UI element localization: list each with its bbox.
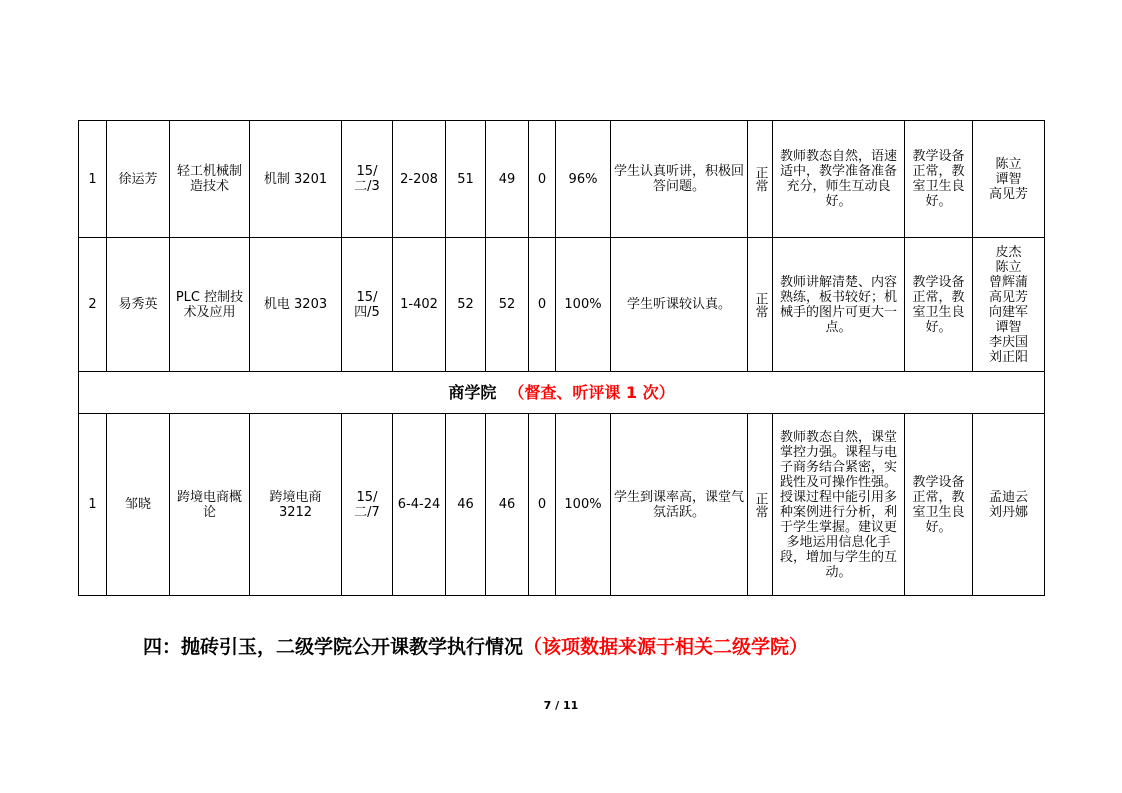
- observer-name: 向建军: [988, 304, 1028, 320]
- inspection-table: [78, 120, 1045, 596]
- table-row: [79, 121, 1045, 238]
- absent-count: 0: [529, 238, 556, 372]
- course-name: 跨境电商概论: [170, 414, 250, 596]
- student-state: 学生听课较认真。: [611, 238, 748, 372]
- attendance-rate: 96%: [556, 121, 611, 238]
- week-day-period: 15/二/7: [342, 414, 393, 596]
- attendance-rate: 100%: [556, 238, 611, 372]
- absent-count: 0: [529, 121, 556, 238]
- observer-list: [973, 121, 1045, 238]
- classroom: 2-208: [393, 121, 446, 238]
- teacher-comment: 教师讲解清楚、内容熟练，板书较好；机械手的图片可更大一点。: [773, 238, 905, 372]
- environment-note: 教学设备正常，教室卫生良好。: [905, 414, 973, 596]
- observer-name: 陈立: [995, 259, 1022, 275]
- page-number: 7 / 11: [543, 699, 579, 712]
- teaching-order: 正常: [748, 238, 773, 372]
- present-count: 52: [486, 238, 529, 372]
- classroom: 1-402: [393, 238, 446, 372]
- section-heading-note: （该项数据来源于相关二级学院）: [523, 636, 809, 658]
- observer-name: 谭智: [995, 319, 1022, 335]
- present-count: 49: [486, 121, 529, 238]
- observer-name: 高见芳: [988, 289, 1028, 305]
- enrolled-count: 52: [446, 238, 486, 372]
- teacher-comment: 教师教态自然，语速适中，教学准备准备充分，师生互动良好。: [773, 121, 905, 238]
- row-number: 1: [79, 414, 107, 596]
- observer-name: 皮杰: [995, 244, 1022, 260]
- teacher-name: 易秀英: [107, 238, 170, 372]
- observer-name: 李庆国: [988, 334, 1028, 350]
- present-count: 46: [486, 414, 529, 596]
- environment-note: 教学设备正常，教室卫生良好。: [905, 121, 973, 238]
- observer-list: [973, 414, 1045, 596]
- table-row: [79, 238, 1045, 372]
- classroom: 6-4-24: [393, 414, 446, 596]
- observer-name: 高见芳: [988, 186, 1028, 202]
- row-number: 1: [79, 121, 107, 238]
- observer-name: 陈立: [995, 156, 1022, 172]
- attendance-rate: 100%: [556, 414, 611, 596]
- college-header-row: [79, 372, 1045, 414]
- section-heading: [143, 632, 808, 659]
- student-state: 学生到课率高，课堂气氛活跃。: [611, 414, 748, 596]
- teacher-comment: 教师教态自然，课堂掌控力强。课程与电子商务结合紧密，实践性及可操作性强。授课过程中能引用多种案例进行分析，利于学生掌握。建议更多地运用信息化手段，增加与学生的互动。: [773, 414, 905, 596]
- course-name: 轻工机械制造技术: [170, 121, 250, 238]
- environment-note: 教学设备正常，教室卫生良好。: [905, 238, 973, 372]
- college-note: （督查、听评课 1 次）: [508, 383, 675, 402]
- section-heading-main: 四：抛砖引玉，二级学院公开课教学执行情况: [143, 636, 524, 658]
- enrolled-count: 46: [446, 414, 486, 596]
- class-name: 跨境电商 3212: [250, 414, 342, 596]
- enrolled-count: 51: [446, 121, 486, 238]
- college-name: 商学院: [448, 383, 497, 402]
- teacher-name: 徐运芳: [107, 121, 170, 238]
- table-row: [79, 414, 1045, 596]
- teacher-name: 邹晓: [107, 414, 170, 596]
- course-name: PLC 控制技术及应用: [170, 238, 250, 372]
- college-header: [79, 372, 1045, 414]
- row-number: 2: [79, 238, 107, 372]
- observer-name: 刘正阳: [988, 349, 1028, 365]
- teaching-order: 正常: [748, 414, 773, 596]
- observer-name: 刘丹娜: [988, 504, 1028, 520]
- week-day-period: 15/四/5: [342, 238, 393, 372]
- class-name: 机电 3203: [250, 238, 342, 372]
- observer-name: 谭智: [995, 171, 1022, 187]
- class-name: 机制 3201: [250, 121, 342, 238]
- week-day-period: 15/二/3: [342, 121, 393, 238]
- teaching-order: 正常: [748, 121, 773, 238]
- observer-name: 孟迪云: [988, 489, 1028, 505]
- student-state: 学生认真听讲，积极回答问题。: [611, 121, 748, 238]
- absent-count: 0: [529, 414, 556, 596]
- observer-name: 曾辉蒲: [988, 274, 1028, 290]
- observer-list: [973, 238, 1045, 372]
